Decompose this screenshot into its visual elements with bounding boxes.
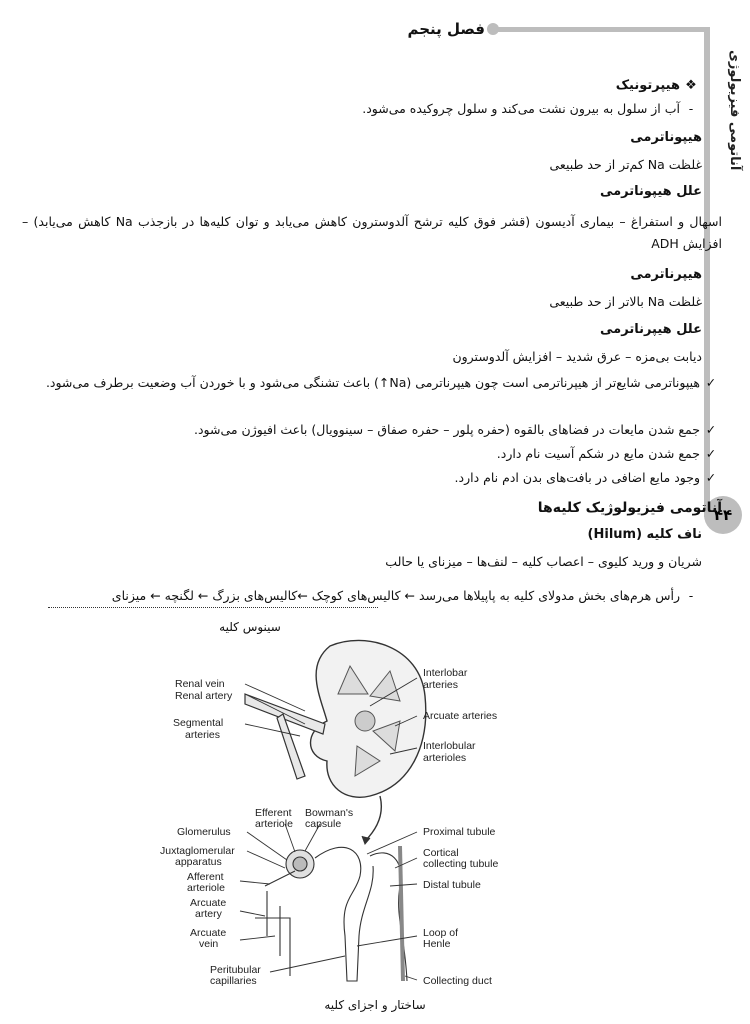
dash-bullet: - bbox=[688, 101, 694, 116]
label-juxta-2: apparatus bbox=[175, 856, 222, 868]
label-arcuate-artery-1: Arcuate bbox=[190, 897, 227, 909]
check-item-3 bbox=[22, 445, 722, 463]
hypernatremia-causes-text: دیابت بی‌مزه – عرق شدید – افزایش آلدوسترون bbox=[452, 349, 702, 364]
label-collecting-duct: Collecting duct bbox=[423, 975, 492, 987]
check-text-2: جمع شدن مایعات در فضاهای بالقوه (حفره پلور – حفره صفاق – سینوویال) باعث افیوژن می‌شود. bbox=[193, 422, 700, 437]
label-interlobar-1: Interlobar bbox=[423, 667, 468, 679]
side-rule bbox=[704, 27, 710, 517]
hyponatremia-causes-text: اسهال و استفراغ – بیماری آدیسون (قشر فوق کلیه ترشح آلدوسترون کاهش می‌یابد و توان کلیه‌ها در بازجذب Na کاهش می‌یابد) – افزایش ADH bbox=[22, 214, 722, 251]
page-number: ۴۴ bbox=[713, 506, 733, 524]
hypertonic-text: آب از سلول به بیرون نشت می‌کند و سلول چروکیده می‌شود. bbox=[362, 101, 680, 116]
hypernatremia-causes-heading: علل هیپرناترمی bbox=[600, 322, 702, 337]
check-item-2 bbox=[22, 421, 722, 439]
label-interlobular-2: arterioles bbox=[423, 752, 467, 764]
label-proximal: Proximal tubule bbox=[423, 826, 496, 838]
label-arcuate-artery-2: artery bbox=[195, 908, 222, 920]
label-loop-1: Loop of bbox=[423, 927, 459, 939]
label-segmental-2: arteries bbox=[185, 729, 221, 741]
hilum-text: شریان و ورید کلیوی – اعصاب کلیه – لنف‌ها – میزنای یا حالب bbox=[385, 554, 702, 569]
label-bowman-1: Bowman's bbox=[305, 807, 354, 819]
side-label: آناتومی فیزیولوژی bbox=[727, 50, 742, 171]
check-text-4: وجود مایع اضافی در بافت‌های بدن ادم نام دارد. bbox=[454, 470, 700, 485]
check-icon: ✓ bbox=[705, 446, 717, 461]
check-item-4 bbox=[22, 469, 722, 487]
label-cortical-2: collecting tubule bbox=[423, 858, 499, 870]
label-arcuate-arteries: Arcuate arteries bbox=[423, 710, 498, 722]
hypernatremia-heading: هیپرناترمی bbox=[630, 267, 702, 282]
hypertonic-title: هیپرتونیک bbox=[615, 78, 680, 93]
header-dot bbox=[487, 23, 499, 35]
anatomy-heading: آناتومی فیزیولوژیک کلیه‌ها bbox=[537, 500, 722, 516]
label-renal-vein: Renal vein bbox=[175, 678, 225, 690]
label-juxta-1: Juxtaglomerular bbox=[160, 845, 235, 857]
label-loop-2: Henle bbox=[423, 938, 451, 950]
chapter-title: فصل پنجم bbox=[407, 20, 485, 38]
check-icon: ✓ bbox=[705, 470, 717, 485]
hilum-heading: ناف کلیه (Hilum) bbox=[587, 527, 702, 542]
check-icon: ✓ bbox=[705, 422, 717, 437]
nephron bbox=[255, 846, 407, 981]
hypertonic-item bbox=[40, 100, 702, 118]
label-peritubular-2: capillaries bbox=[210, 975, 257, 987]
label-peritubular-1: Peritubular bbox=[210, 964, 261, 976]
label-efferent-1: Efferent bbox=[255, 807, 292, 819]
label-cortical-1: Cortical bbox=[423, 847, 459, 859]
zoom-arrow bbox=[365, 796, 381, 841]
label-afferent-2: arteriole bbox=[187, 882, 225, 894]
diamond-bullet-icon: ❖ bbox=[685, 78, 697, 93]
hypertonic-heading bbox=[40, 77, 702, 95]
hyponatremia-heading: هیپوناترمی bbox=[630, 130, 702, 145]
hyponatremia-text: غلظت Na کم‌تر از حد طبیعی bbox=[549, 157, 702, 172]
dash-bullet: - bbox=[688, 588, 694, 603]
label-bowman-2: capsule bbox=[305, 818, 342, 830]
header-rule bbox=[495, 27, 710, 32]
sinus-underline bbox=[48, 607, 378, 608]
check-text-1: هیپوناترمی شایع‌تر از هیپرناترمی است چون هیپرناترمی (Na↑) باعث تشنگی می‌شود و با خوردن آب وضعیت برطرف می‌شود. bbox=[45, 375, 700, 390]
sinus-label: سینوس کلیه bbox=[219, 620, 281, 634]
hypernatremia-text: غلظت Na بالاتر از حد طبیعی bbox=[549, 294, 702, 309]
path-item bbox=[40, 587, 702, 605]
label-renal-artery: Renal artery bbox=[175, 690, 233, 702]
label-arcuate-vein-1: Arcuate bbox=[190, 927, 227, 939]
label-efferent-2: arteriole bbox=[255, 818, 293, 830]
label-distal: Distal tubule bbox=[423, 879, 481, 891]
label-arcuate-vein-2: vein bbox=[199, 938, 219, 950]
label-interlobar-2: arteries bbox=[423, 679, 459, 691]
check-icon: ✓ bbox=[705, 375, 717, 390]
hyponatremia-causes-heading: علل هیپوناترمی bbox=[599, 184, 702, 199]
label-segmental-1: Segmental bbox=[173, 717, 224, 729]
check-item-1 bbox=[22, 372, 722, 394]
label-interlobular-1: Interlobular bbox=[423, 740, 476, 752]
label-glomerulus: Glomerulus bbox=[177, 826, 231, 838]
label-afferent-1: Afferent bbox=[187, 871, 224, 883]
kidney-diagram bbox=[155, 636, 595, 1006]
figure-caption: ساختار و اجزای کلیه bbox=[324, 998, 426, 1012]
path-text: رأس هرم‌های بخش مدولای کلیه به پاپیلاها می‌رسد ← کالیس‌های کوچک ←کالیس‌های بزرگ ← لگنچه ← میزنای bbox=[111, 588, 680, 603]
check-text-3: جمع شدن مایع در شکم آسیت نام دارد. bbox=[496, 446, 700, 461]
